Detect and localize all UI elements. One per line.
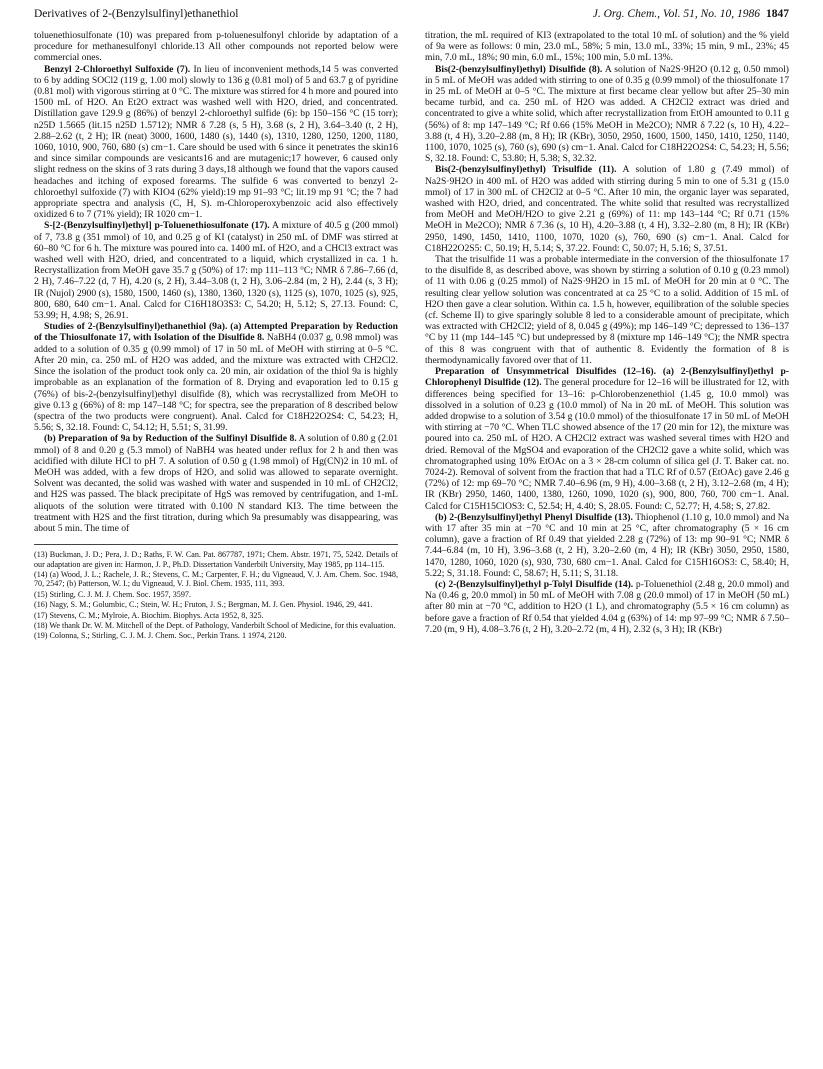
paragraph: That the trisulfide 11 was a probable intermediate in the conversion of the thiosulfonate 17 to the disulfide 8, as described above, was shown by stirring a solution of 0.10 g (0.23 mmol) of 11 with 0.06 g (0.25 mmol) of Na2S·9H2O in 15 mL of MeOH for 20 min at 0 °C. The resulting clear yellow solution was concentrated at ca 25 °C to a solid. Addition of 15 mL of H2O then gave a clear solution. Within ca. 1.5 h, however, equilibration of the soluble species (cf. Scheme II) to give sparingly soluble 8 led to a considerable amount of precipitate, which was extracted with CH2Cl2; yield of 8, 0.045 g (49%); mp 146–149 °C; depressed to 136–137 °C by 11 (mp 144–145 °C) but undepressed by 8 (mixture mp 146–149 °C); the NMR spectra of this 8 was congruent with that of authentic 8. Evidently the formation of 8 is thermodynamically favored over that of 11. (425, 254, 789, 366)
section-heading: (b) Preparation of 9a by Reduction of the Sulfinyl Disulfide 8. (44, 433, 297, 445)
section-heading: Bis(2-(benzylsulfinyl)ethyl) Trisulfide (11). (435, 164, 617, 176)
footnote: (13) Buckman, J. D.; Pera, J. D.; Raths, F. W. Can. Pat. 867787, 1971; Chem. Abstr. 1971, 75, 5242. Details of our adaptation are given in: Harmon, J. P., Ph.D. Dissertation Vanderbilt University, May 1985, pp 114–115. (34, 550, 398, 569)
section-heading: Preparation of Unsymmetrical Disulfides (12–16). (a) 2-(Benzylsulfinyl)ethyl p-Chlorophenyl Disulfide (12). (425, 366, 789, 389)
section-body: A solution of Na2S·9H2O (0.12 g, 0.50 mmol) in 5 mL of MeOH was added with stirring to one of 0.35 g (0.99 mmol) of the thiosulfonate 17 in 25 mL of MeOH at 0–5 °C. The mixture at first became clear yellow but after 25–30 min became turbid, and ca. 250 mL of H2O was added. A CH2Cl2 extract was dried and concentrated to give a white solid, which after recrystallization from EtOH amounted to 0.11 g (56%) of 8: mp 147–149 °C; Rf 0.66 (15% MeOH in Me2CO); NMR δ 7.22 (s, 10 H), 4.22–3.88 (t, 4 H), 3.20–2.88 (m, 8 H); IR (KBr), 3050, 2950, 1600, 1500, 1450, 1410, 1250, 1140, 1100, 1070, 1025 (s), 760 (s), 690 (s) cm−1. Anal. Calcd for C18H22O2S4: C, 54.23; H, 5.56; S, 32.18. Found: C, 53.80; H, 5.38; S, 32.32. (425, 63, 789, 165)
section-body: p-Toluenethiol (2.48 g, 20.0 mmol) and Na (0.46 g, 20.0 mmol) in 50 mL of MeOH with 7.08 g (20.0 mmol) of 17 in MeOH (50 mL) after 80 min at −70 °C, addition to H2O (1 L), and chromatography (5.5 × 16 cm column) as before gave a fraction of Rf 0.54 that yielded 4.04 g (63%) of 14: mp 97–99 °C; NMR δ 7.50–7.20 (m, 9 H), 4.08–3.76 (t, 2 H), 3.20–2.72 (m, 4 H), 2.32 (s, 3 H); IR (KBr) (425, 578, 789, 635)
left-column (34, 30, 398, 642)
section-heading: (b) 2-(Benzylsulfinyl)ethyl Phenyl Disulfide (13). (435, 511, 633, 523)
footnote: (14) (a) Wood, J. L.; Rachele, J. R.; Stevens, C. M.; Carpenter, F. H.; du Vigneaud, V. J. Am. Chem. Soc. 1948, 70, 2547; (b) Patterson, W. I.; du Vigneaud, V. J. Biol. Chem. 1935, 111, 393. (34, 569, 398, 589)
section-heading: Bis(2-(benzylsulfinyl)ethyl) Disulfide (8). (435, 63, 603, 75)
section-body: A solution of 0.80 g (2.01 mmol) of 8 and 0.20 g (5.3 mmol) of NaBH4 was heated under reflux for 2 h and then was acidified with dilute HCl to pH 7. A solution of 0.50 g (1.98 mmol) of Hg(CN)2 in 10 mL of MeOH was added, with a few drops of H2O, and solid was allowed to separate overnight. Solvent was decanted, the solid was washed with water and suspended in 10 mL of CH2Cl2, and H2S was passed. The black precipitate of HgS was removed by centrifugation, and 1-mL aliquots of the solution were titrated with 0.100 N standard KI3. The time between the treatment with H2S and the first titration, during which 9a presumably was disappearing, was about 5 min. The time of (34, 433, 399, 534)
section-paragraph (34, 321, 398, 433)
section-paragraph (34, 64, 398, 221)
section-body: Thiophenol (1.10 g, 10.0 mmol) and Na with 17 after 35 min at −70 °C and 10 min at 25 °C, after chromatography (5 × 16 cm column), gave a fraction of Rf 0.49 that yielded 2.28 g (72%) of 13: mp 90–91 °C; NMR δ 7.44–6.84 (m, 10 H), 3.96–3.68 (t, 2 H), 3.20–2.60 (m, 4 H); IR (KBr) 3050, 2950, 1580, 1470, 1280, 1060, 1020 (s), 930, 730, 680 cm−1. Anal. Calcd for C15H16OS3: C, 58.40; H, 5.22; S, 31.18. Found: C, 58.67; H, 5.11; S, 31.18. (425, 511, 789, 579)
section-paragraph (425, 164, 789, 254)
footnote: (15) Stirling, C. J. M. J. Chem. Soc. 1957, 3597. (34, 589, 191, 599)
footnote: (16) Nagy, S. M.; Golumbic, C.; Stein, W. H.; Fruton, J. S.; Bergman, M. J. Gen. Physiol. 1946, 29, 441. (34, 600, 373, 610)
section-heading: (c) 2-(Benzylsulfinyl)ethyl p-Tolyl Disulfide (14). (435, 578, 634, 590)
footnote: (17) Stevens, C. M.; Mylroie, A. Biochim. Biophys. Acta 1952, 8, 325. (34, 610, 264, 620)
footnotes (34, 544, 398, 641)
journal-name: J. Org. Chem., Vol. 51, No. 10, 1986 (592, 8, 760, 20)
footnote: (19) Colonna, S.; Stirling, C. J. M. J. Chem. Soc., Perkin Trans. 1 1974, 2120. (34, 631, 287, 641)
paragraph: toluenethiosulfonate (10) was prepared from p-toluenesulfonyl chloride by adaptation of a procedure for methanesulfonyl chloride.13 All other compounds not reported below were commercial ones. (34, 30, 398, 64)
section-paragraph (34, 220, 398, 321)
section-body: In lieu of inconvenient methods,14 5 was converted to 6 by adding SOCl2 (119 g, 1.00 mol) slowly to 136 g (0.81 mol) of 5 and 63.7 g of pyridine (0.81 mol) with vigorous stirring at 0 °C. The mixture was stirred for 4 h more and poured into 1500 mL of H2O. An Et2O extract was washed well with H2O, dried, and concentrated. Distillation gave 129.9 g (86%) of benzyl 2-chloroethyl sulfide (6): bp 150–156 °C (15 torr); n25D 1.5665 (lit.15 n25D 1.5712); NMR δ 7.28 (s, 5 H), 3.68 (s, 2 H), 3.64–3.40 (t, 2 H), 2.88–2.62 (t, 2 H); IR (neat) 3000, 1600, 1480 (s), 1440 (s), 1310, 1280, 1250, 1200, 1180, 1060, 1010, 900, 760, 680 (s) cm−1. Care should be used with 6 since it penetrates the skin16 and since similar compounds are vesicants16 and are mutagenic;17 however, 6 caused only slight redness on the skins of 3 rats during 3 days,18 although we found that the vapors caused headaches and itching of exposed forearms. The sulfide 6 was converted to benzyl 2-chloroethyl sulfoxide (7) with KIO4 (62% yield):19 mp 91–93 °C; lit.19 mp 91 °C; the 7 had appropriate spectra and analysis (C, H, S). m-Chloroperoxybenzoic acid also effectively oxidized 6 to 7 (71% yield); IR 1020 cm−1. (34, 63, 398, 221)
section-heading: Studies of 2-(Benzylsulfinyl)ethanethiol (9a). (a) Attempted Preparation by Reduction of the Thiosulfonate 17, with Isolation of the Disulfide 8. (34, 321, 398, 344)
section-paragraph (425, 64, 789, 165)
paragraph: titration, the mL required of KI3 (extrapolated to the total 10 mL of solution) and the % yield of 9a were as follows: 0 min, 23.0 mL, 58%; 5 min, 13.0 mL, 33%; 15 min, 9 mL, 23%; 45 min, 7.0 mL, 18%; 90 min, 6.0 mL, 15%; 100 min, 5.0 mL 13%. (425, 30, 789, 64)
section-paragraph (425, 512, 789, 579)
section-heading: S-[2-(Benzylsulfinyl)ethyl] p-Toluenethiosulfonate (17). (44, 220, 270, 232)
right-column (425, 30, 789, 635)
running-head (34, 8, 789, 24)
journal-citation (593, 8, 789, 20)
section-body: A mixture of 40.5 g (200 mmol) of 7, 73.8 g (351 mmol) of 10, and 0.25 g of KI (catalyst) in 250 mL of DMF was stirred at 60–80 °C for 6 h. The mixture was poured into ca. 1400 mL of H2O, and a CHCl3 extract was washed well with H2O, dried, and concentrated to a liquid, which crystallized in ca. 1 h. Recrystallization from MeOH gave 35.7 g (50%) of 17: mp 111–113 °C; NMR δ 7.86–7.66 (d, 2 H), 7.46–7.22 (d, 7 H), 4.20 (s, 2 H), 3.44–3.08 (t, 2 H), 3.06–2.84 (m, 2 H), 2.44 (s, 3 H); IR (Nujol) 2900 (s), 1580, 1500, 1460 (s), 1380, 1360, 1320 (s), 1125 (s), 1070, 1025 (s), 925, 800, 680, 640 cm−1. Anal. Calcd for C16H18O3S3: C, 54.20; H, 5.12; S, 27.13. Found: C, 53.99; H, 4.98; S, 26.91. (34, 220, 399, 322)
running-title: Derivatives of 2-(Benzylsulfinyl)ethanethiol (34, 8, 239, 20)
section-body: The general procedure for 12–16 will be illustrated for 12, with differences being specified for 13–16: p-Chlorobenzenethiol (1.45 g, 10.0 mmol) was dissolved in a solution of 0.23 g (10.0 mmol) of Na in 20 mL of MeOH. This solution was added dropwise to a solution of 3.54 g (10.0 mmol) of the thiosulfonate 17 in 50 mL of MeOH with stirring at −70 °C. When TLC showed absence of the 17 (20 min for 12), the mixture was poured into ca. 250 mL of H2O. A CH2Cl2 extract was washed several times with H2O and dried. Removal of the MgSO4 and evaporation of the CH2Cl2 gave a white solid, which was chromatographed using 10% EtOAc on a 3 × 28-cm column of silica gel (J. T. Baker cat. no. 7024-2). Removal of solvent from the fraction that had a TLC Rf of 0.57 (EtOAc) gave 2.46 g (72%) of 12: mp 69–70 °C; NMR 7.40–6.96 (m, 9 H), 4.00–3.68 (t, 2 H), 3.12–2.68 (m, 4 H); IR (KBr) 2950, 1460, 1400, 1380, 1260, 1090, 1020 (s), 900, 800, 760, 700 cm−1. Anal. Calcd for C15H15ClOS3: C, 52.54; H, 4.40; S, 28.05. Found: C, 52.77; H, 4.58; S, 27.82. (425, 377, 789, 512)
section-paragraph (425, 579, 789, 635)
footnote: (18) We thank Dr. W. M. Mitchell of the Dept. of Pathology, Vanderbilt School of Medicine, for this evaluation. (34, 620, 396, 630)
section-paragraph (34, 433, 398, 534)
section-heading: Benzyl 2-Chloroethyl Sulfoxide (7). (44, 63, 191, 75)
page-number: 1847 (766, 8, 789, 20)
section-paragraph (425, 366, 789, 512)
section-body: A solution of 1.80 g (7.49 mmol) of Na2S·9H2O in 400 mL of H2O was added with stirring during 5 min to one of 5.31 g (15.0 mmol) of 17 in 300 mL of CH2Cl2 at 0–5 °C. After 10 min, the organic layer was separated, washed with H2O, dried, and concentrated. The white solid that resulted was recrystallized from MeOH and MeOH/H2O to give 2.21 g (69%) of 11: mp 143–144 °C; Rf 0.71 (15% MeOH in Me2CO); NMR δ 7.36 (s, 10 H), 4.20–3.88 (t, 4 H), 3.32–2.80 (m, 8 H); IR (KBr) 2950, 1490, 1450, 1410, 1100, 1070, 1020 (s), 760, 690 (s) cm−1. Anal. Calcd for C18H22O2S5: C, 50.19; H, 5.14; S, 37.22. Found: C, 50.07; H, 5.16; S, 37.51. (425, 164, 789, 254)
section-body: NaBH4 (0.037 g, 0.98 mmol) was added to a solution of 0.35 g (0.99 mmol) of 17 in 50 mL of MeOH with stirring at 0–5 °C. After 20 min, ca. 250 mL of H2O was added, and the mixture was extracted with CH2Cl2. Since the isolation of the product took only ca. 20 min, air oxidation of the thiol 9a is highly improbable as an explanation of the formation of 8. Drying and evaporation led to 0.15 g (76%) of bis-2-(benzylsulfinyl)ethyl disulfide (8), which was recrystallized from MeOH to give 0.13 g (66%) of 8: mp 147–148 °C; for spectra, see the preparation of 8 described below (spectra of the two products were congruent). Anal. Calcd for C18H22O2S4: C, 54.23; H, 5.56; S, 32.18. Found: C, 54.12; H, 5.51; S, 31.99. (34, 332, 398, 434)
